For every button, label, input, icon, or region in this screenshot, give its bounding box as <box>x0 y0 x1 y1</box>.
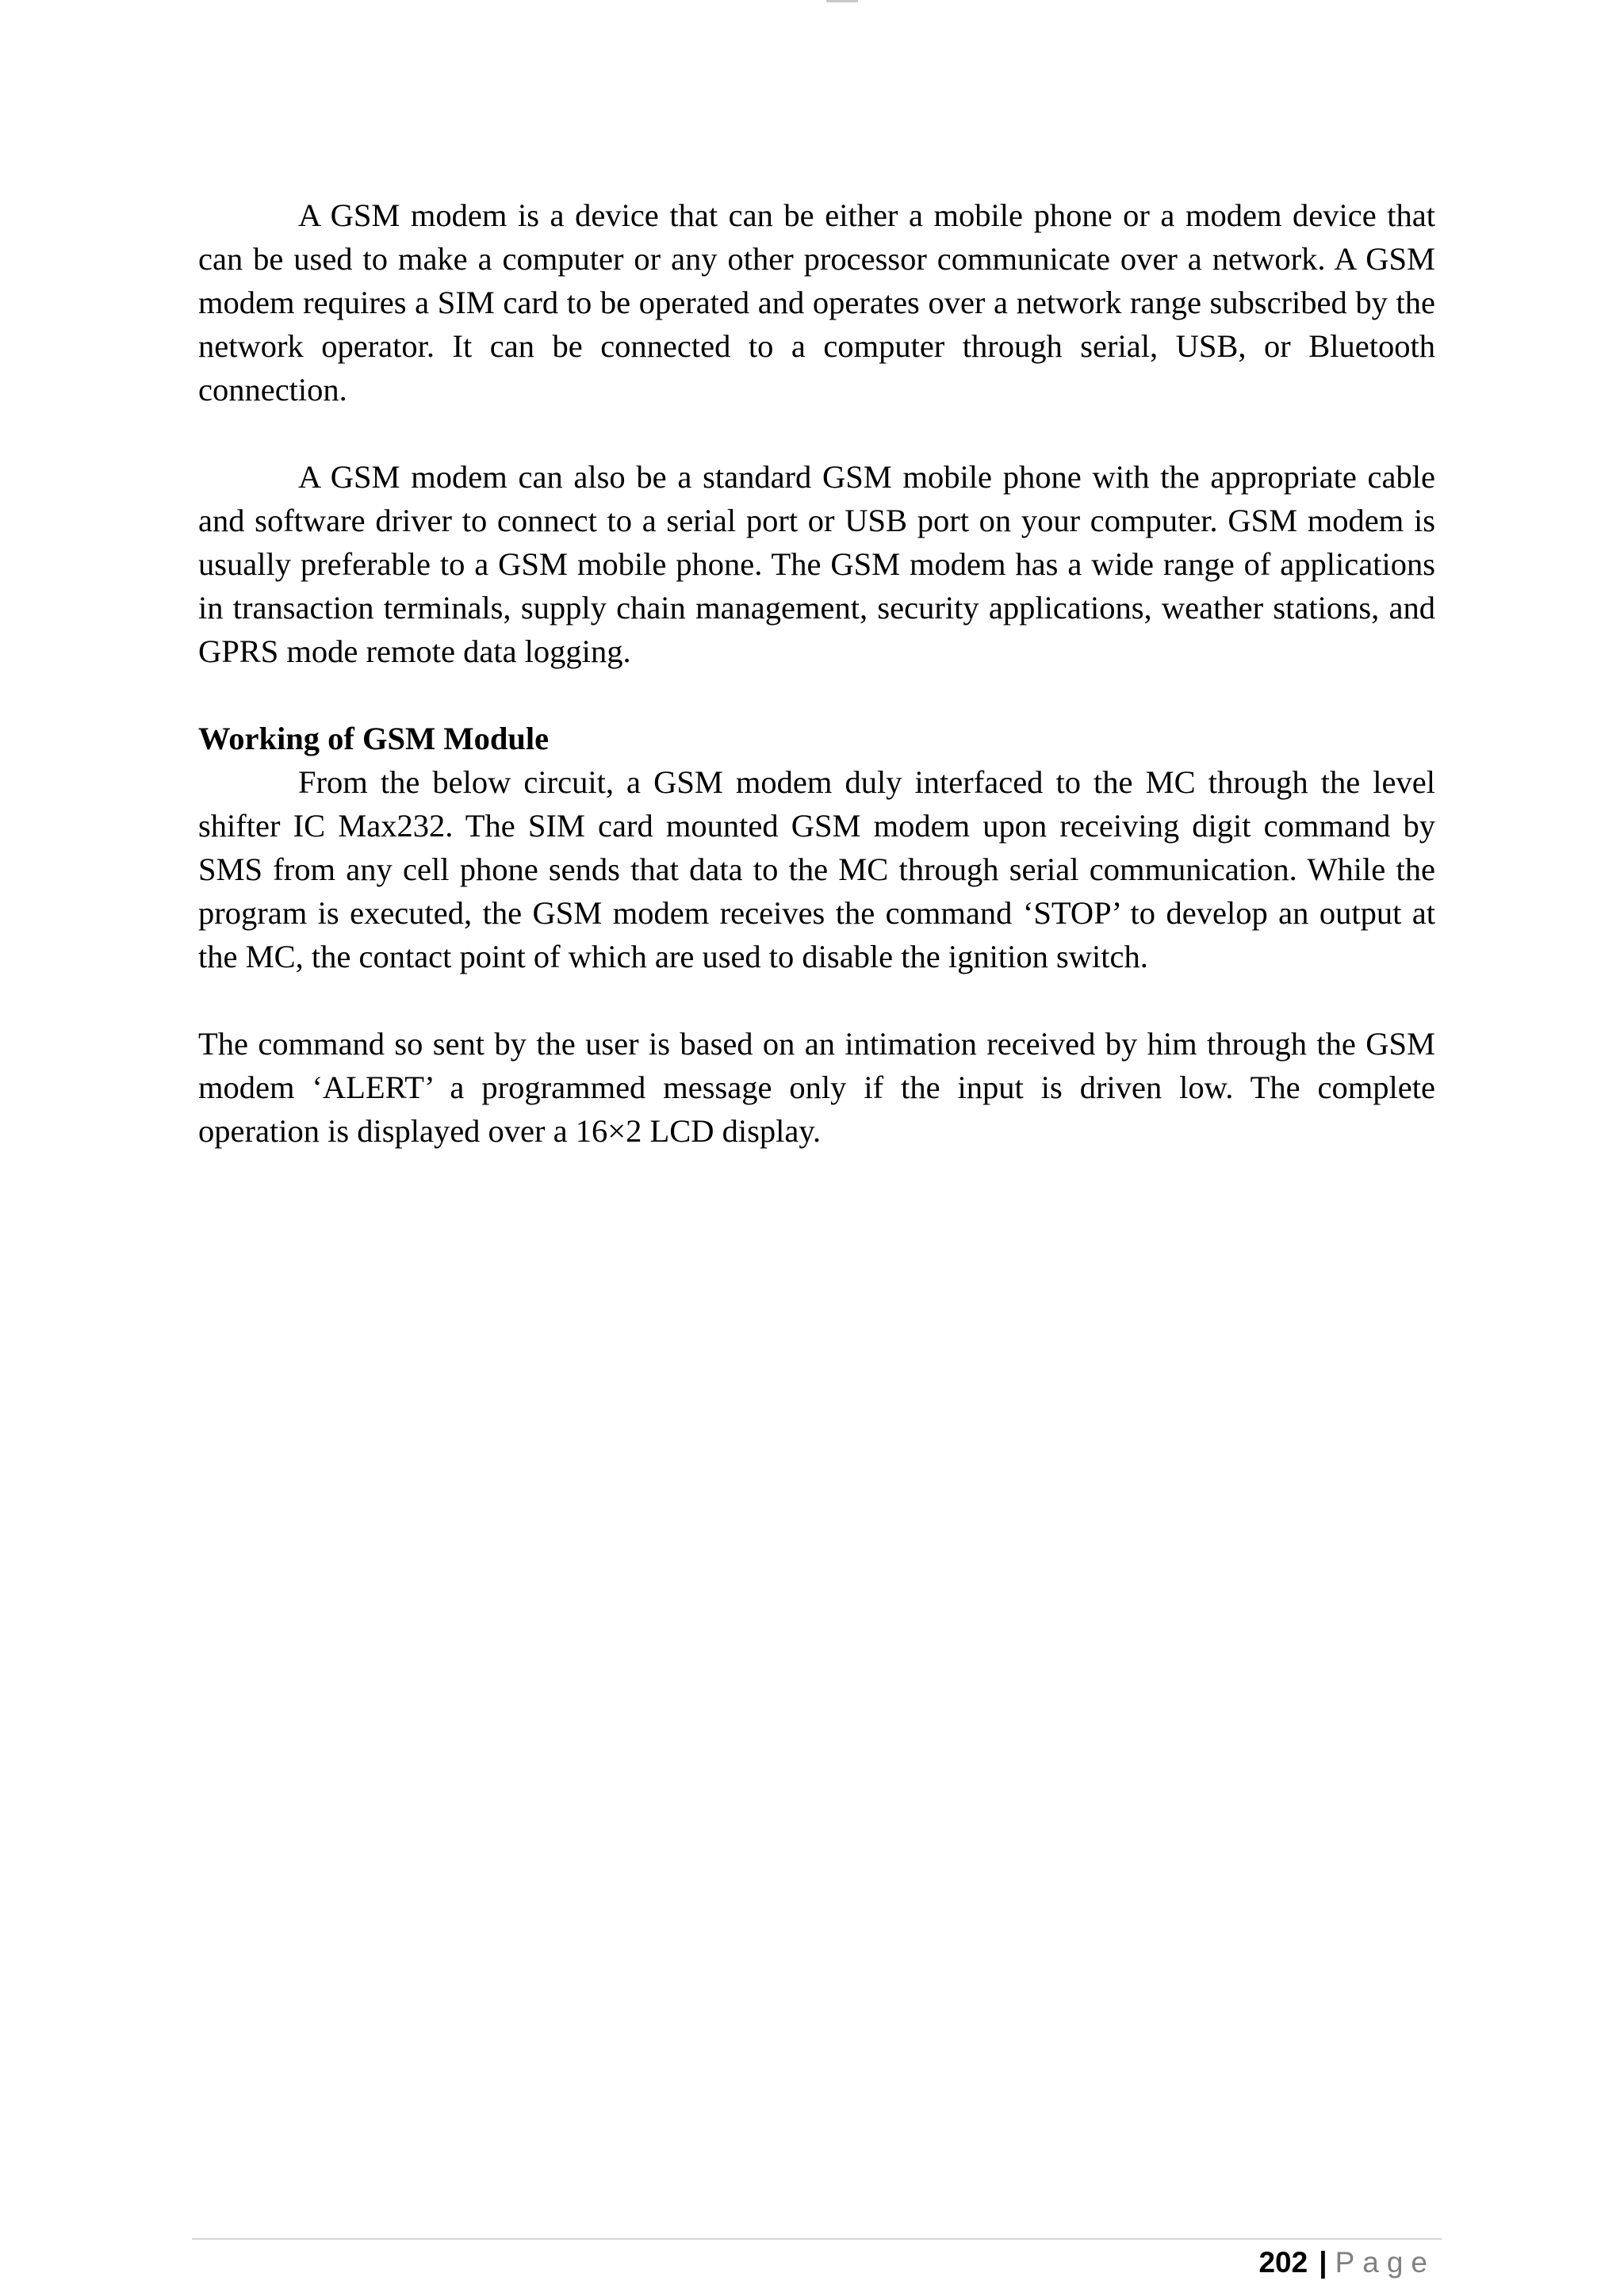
section-heading: Working of GSM Module <box>198 721 550 756</box>
footer-separator: | <box>1319 2246 1327 2279</box>
page-footer <box>1258 2244 1435 2281</box>
paragraph-spacer <box>198 978 1435 1022</box>
top-margin-mark <box>826 0 858 2</box>
paragraph-command-alert: The command so sent by the user is based on an intimation received by him through the GSM modem ‘ALERT’ a programmed message only if the input is driven low. The complete operation is displayed over a 16×2 LCD display. <box>198 1026 1435 1149</box>
paragraph-gsm-working: From the below circuit, a GSM modem duly interfaced to the MC through the level shifter IC Max232. The SIM card mounted GSM modem upon receiving digit command by SMS from any cell phone sends that data to the MC through serial communication. While the program is executed, the GSM modem receives the command ‘STOP’ to develop an output at the MC, the contact point of which are used to disable the ignition switch. <box>198 764 1435 974</box>
paragraph-spacer <box>198 673 1435 717</box>
page-number: 202 <box>1258 2246 1308 2279</box>
paragraph-spacer <box>198 411 1435 455</box>
paragraph-gsm-modem-applications: A GSM modem can also be a standard GSM mobile phone with the appropriate cable and software driver to connect to a serial port or USB port on your computer. GSM modem is usually preferable to a GSM mobile phone. The GSM modem has a wide range of applications in transaction terminals, supply chain management, security applications, weather stations, and GPRS mode remote data logging. <box>198 459 1435 669</box>
document-body <box>198 193 1435 1153</box>
paragraph-gsm-modem-definition: A GSM modem is a device that can be either a mobile phone or a modem device that can be used to make a computer or any other processor communicate over a network. A GSM modem requires a SIM card to be operated and operates over a network range subscribed by the network operator. It can be connected to a computer through serial, USB, or Bluetooth connection. <box>198 197 1435 408</box>
page-label: Page <box>1335 2246 1435 2279</box>
footer-divider <box>192 2238 1442 2240</box>
